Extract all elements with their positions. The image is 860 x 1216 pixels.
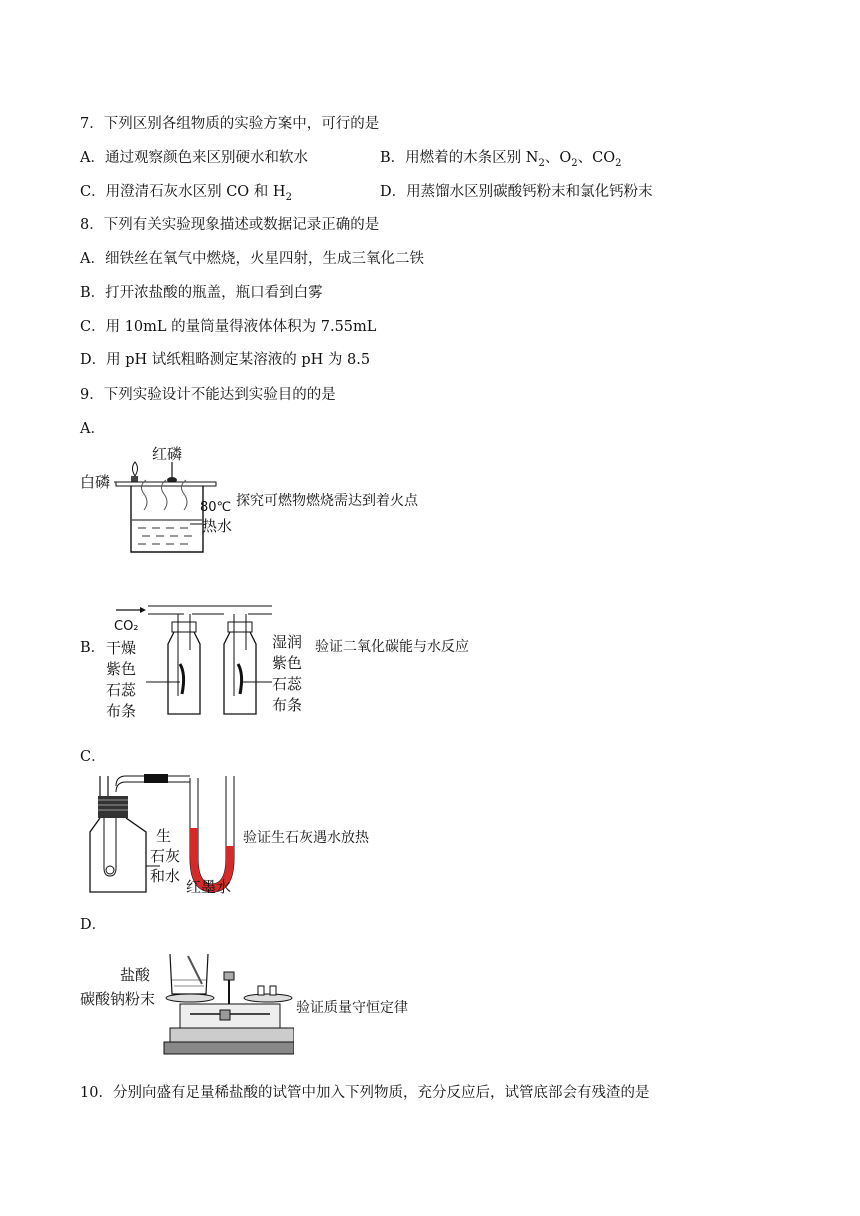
q8-stem: 8．下列有关实验现象描述或数据记录正确的是 <box>80 217 380 233</box>
q10-stem: 10．分别向盛有足量稀盐酸的试管中加入下列物质，充分反应后，试管底部会有残渣的是 <box>80 1085 650 1101</box>
dry-strip-label: 干燥 紫色 石蕊 布条 <box>106 639 137 720</box>
q9-stem: 9．下列实验设计不能达到实验目的的是 <box>80 387 336 403</box>
quicklime-water-label: 生 石灰 和水 <box>150 827 181 885</box>
q9-a-caption: 探究可燃物燃烧需达到着火点 <box>236 493 418 509</box>
q9-option-b-letter: B． <box>80 640 106 656</box>
hydrochloric-acid-label: 盐酸 <box>120 966 151 984</box>
q7-stem: 7．下列区别各组物质的实验方案中，可行的是 <box>80 116 380 132</box>
q7-option-c: C．用澄清石灰水区别 CO 和 $H_2$ <box>80 184 292 203</box>
hot-water-label: 热水 <box>202 517 233 535</box>
q7-option-b: B．用燃着的木条区别 $N_2$、$O_2$、$CO_2$ <box>380 150 622 169</box>
burning-condition-apparatus <box>78 440 238 558</box>
sodium-carbonate-label: 碳酸钠粉末 <box>80 990 156 1008</box>
q7-option-a: A．通过观察颜色来区别硬水和软水 <box>80 150 308 166</box>
q9-option-c-letter: C． <box>80 749 106 765</box>
q9-d-caption: 验证质量守恒定律 <box>296 1000 408 1016</box>
q8-option-c: C．用 10mL 的量筒量得液体体积为 7.55mL <box>80 319 377 335</box>
wet-strip-label: 湿润 紫色 石蕊 布条 <box>272 633 303 714</box>
q9-b-caption: 验证二氧化碳能与水反应 <box>315 639 469 655</box>
q8-option-d: D．用 pH 试纸粗略测定某溶液的 pH 为 8.5 <box>80 352 371 368</box>
q7-option-d: D．用蒸馏水区别碳酸钙粉末和氯化钙粉末 <box>380 184 653 200</box>
temperature-label: 80℃ <box>200 500 232 515</box>
red-phosphorus-label: 红磷 <box>152 445 183 463</box>
co2-gas-label: CO₂ <box>114 619 139 634</box>
white-phosphorus-label: 白磷 <box>80 473 111 491</box>
q9-option-a-letter: A． <box>80 421 105 437</box>
balance-apparatus <box>160 950 294 1060</box>
q8-option-b: B．打开浓盐酸的瓶盖，瓶口看到白雾 <box>80 285 323 301</box>
q9-option-d-letter: D． <box>80 917 107 933</box>
q8-option-a: A．细铁丝在氧气中燃烧，火星四射，生成三氧化二铁 <box>80 251 424 267</box>
red-ink-label: 红墨水 <box>186 878 232 896</box>
q9-c-caption: 验证生石灰遇水放热 <box>243 830 369 846</box>
